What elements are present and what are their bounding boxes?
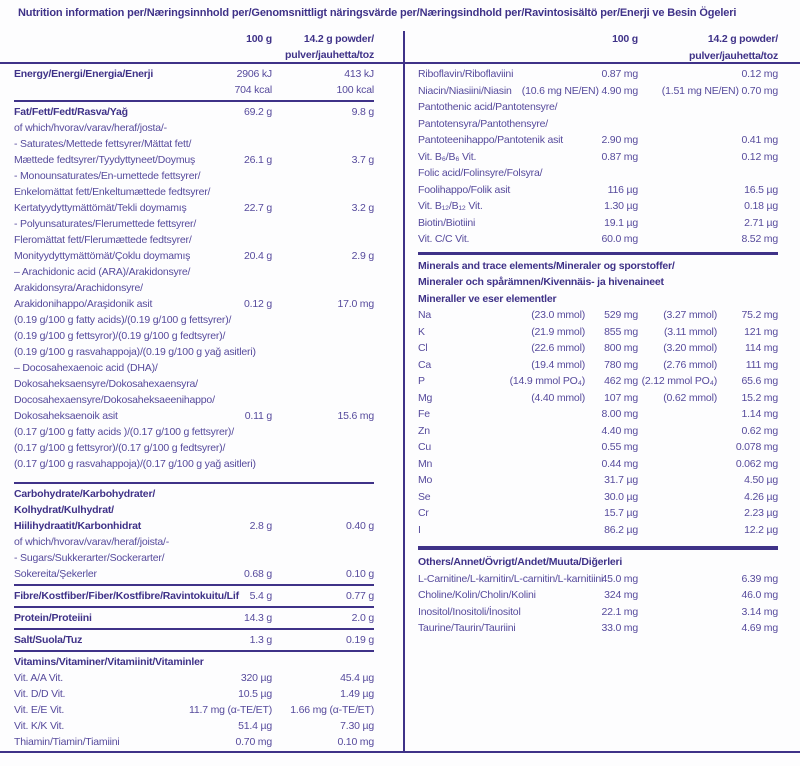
value-v1: 33.0 mg [601, 622, 638, 634]
value-v2: 4.26 µg [744, 490, 778, 503]
row-label: Dokosaheksaensyre/Dokosahexaensyra/ [14, 378, 198, 390]
value-v1: 69.2 g [244, 106, 272, 118]
fat-row [14, 344, 374, 360]
value-v2: 0.18 µg [744, 200, 778, 212]
value-v2: 0.062 mg [735, 457, 778, 470]
minerals-row [418, 291, 778, 308]
minerals-row [418, 390, 778, 407]
col-header-per-portion-left-line2: pulver/jauhetta/toz [285, 49, 374, 61]
row-label: Niacin/Niasiini/Niasin [418, 84, 512, 97]
value-v1: 0.44 mg [601, 457, 638, 470]
value-v1: 22.7 g [244, 202, 272, 214]
value-v1: 20.4 g [244, 250, 272, 262]
row-label: Foolihappo/Folik asit [418, 183, 511, 196]
value-m1: (19.4 mmol) [531, 358, 585, 371]
fat-row [14, 232, 374, 248]
row-label: - Polyunsaturates/Flerumettede fettsyrer/ [14, 218, 197, 230]
value-v1: 324 mg [604, 589, 638, 601]
energy-row [14, 82, 374, 98]
col-header-per-100g-right: 100 g [612, 33, 638, 45]
value-v1: 780 mg [604, 358, 638, 371]
fat-row [14, 152, 374, 168]
value-m2: (2.76 mmol) [663, 358, 717, 371]
value-v1: 529 mg [604, 309, 638, 321]
others-row [418, 587, 778, 604]
others-row [418, 604, 778, 621]
row-label: Vit. A/A Vit. [14, 672, 63, 684]
value-v1: 30.0 µg [604, 490, 638, 503]
value-v2: 0.62 mg [741, 424, 778, 437]
value-v1: 2906 kJ [236, 68, 272, 80]
value-v2: 0.19 g [346, 634, 374, 646]
row-label: Inositol/Inositoli/İnositol [418, 605, 521, 618]
row-label: L-Carnitine/L-karnitin/L-carnitin/L-karnitiini [418, 572, 604, 585]
col-header-per-portion-right-line1: 14.2 g powder/ [707, 33, 778, 45]
fat-row [14, 328, 374, 344]
energy-row [14, 66, 374, 82]
vitamins-continued-row [418, 116, 778, 133]
row-label: Choline/Kolin/Cholin/Kolini [418, 589, 536, 601]
right-column [405, 64, 800, 639]
row-label: Mg [418, 391, 433, 404]
row-label: Sokereita/Şekerler [14, 568, 97, 580]
row-label: - Sugars/Sukkerarter/Sockerarter/ [14, 552, 165, 564]
vitamins-row [14, 686, 374, 702]
value-v1: 5.4 g [249, 590, 272, 602]
fat-row [14, 168, 374, 184]
value-v1: 2.90 mg [601, 134, 638, 146]
value-v1: 51.4 µg [238, 720, 272, 732]
carbohydrate-row [14, 502, 374, 518]
minerals-row [418, 307, 778, 324]
value-v2: 2.23 µg [744, 507, 778, 519]
row-label: Dokosaheksaenoik asit [14, 410, 118, 422]
fat-row [14, 408, 374, 424]
value-v2: 12.2 µg [744, 523, 778, 536]
fat-row [14, 120, 374, 136]
row-label: of which/hvorav/varav/heraf/joista/- [14, 536, 170, 548]
section-salt [14, 630, 374, 652]
row-label: Vit. K/K Vit. [14, 720, 65, 732]
value-v1: 462 mg [604, 375, 638, 387]
value-m2: (0.62 mmol) [663, 391, 717, 404]
value-v1: 15.7 µg [604, 507, 638, 519]
value-v1: 1.3 g [249, 634, 272, 646]
left-column [0, 64, 403, 752]
value-v2: 121 mg [744, 325, 778, 338]
row-label: - Monounsaturates/En-umettede fettsyrer/ [14, 170, 201, 182]
row-label: Mn [418, 457, 433, 470]
value-m1: (14.9 mmol PO₄) [509, 375, 585, 387]
value-v1: 4.40 mg [601, 424, 638, 437]
row-label: Monityydyttymättömät/Çoklu doymamış [14, 250, 191, 262]
value-m1: (22.6 mmol) [531, 342, 585, 354]
header-line-1 [14, 31, 374, 47]
value-v2: 2.71 µg [744, 216, 778, 229]
value-v1: 320 µg [240, 672, 272, 684]
minerals-row [418, 522, 778, 539]
row-label: Carbohydrate/Karbohydrater/ [14, 488, 156, 500]
vitamins-row [14, 654, 374, 670]
fat-row [14, 392, 374, 408]
value-m2: (2.12 mmol PO₄) [641, 375, 717, 387]
row-label: Folic acid/Folinsyre/Folsyra/ [418, 167, 543, 179]
value-v2: 6.39 mg [741, 572, 778, 585]
row-label: Vit. C/C Vit. [418, 233, 470, 245]
row-label: Mineraller ve eser elementler [418, 292, 557, 305]
vitamins-continued-row [418, 182, 778, 199]
value-v2: 17.0 mg [337, 298, 374, 310]
value-v2: 45.4 µg [340, 672, 374, 684]
row-label: I [418, 523, 421, 536]
minerals-row [418, 373, 778, 390]
fat-row [14, 456, 374, 472]
left-column-headers [0, 31, 403, 62]
value-v1: 11.7 mg (α-TE/ET) [189, 704, 272, 716]
section-fibre [14, 586, 374, 608]
minerals-row [418, 258, 778, 275]
section-vitamins-continued [418, 64, 778, 255]
fat-row [14, 376, 374, 392]
section-fat [14, 102, 374, 484]
value-v1: (10.6 mg NE/EN) 4.90 mg [521, 84, 638, 97]
value-v2: 100 kcal [336, 84, 374, 96]
vitamins-continued-row [418, 198, 778, 215]
col-header-per-portion-left-line1: 14.2 g powder/ [303, 33, 374, 45]
row-label: Ca [418, 358, 432, 371]
value-m2: (3.20 mmol) [663, 342, 717, 354]
value-v2: 4.69 mg [741, 622, 778, 634]
row-label: Thiamin/Tiamin/Tiamiini [14, 736, 120, 748]
row-label: - Saturates/Mettede fettsyrer/Mättat fett/ [14, 138, 192, 150]
section-minerals [418, 255, 778, 551]
row-label: Arakidonsyra/Arachidonsyre/ [14, 282, 143, 294]
header-line-1 [418, 31, 778, 48]
value-v2: 0.12 mg [741, 150, 778, 163]
value-v1: 800 mg [604, 342, 638, 354]
value-v1: 45.0 mg [601, 572, 638, 585]
minerals-row [418, 423, 778, 440]
row-label: Energy/Energi/Energia/Enerji [14, 68, 154, 80]
value-m1: (21.9 mmol) [531, 325, 585, 338]
value-v1: 0.11 g [244, 410, 272, 422]
value-v2: 4.50 µg [744, 474, 778, 486]
minerals-row [418, 274, 778, 291]
row-label: – Docosahexaenoic acid (DHA)/ [14, 362, 158, 374]
col-header-per-portion-right-line2: pulver/jauhetta/toz [689, 49, 778, 62]
fat-row [14, 184, 374, 200]
fat-row [14, 296, 374, 312]
row-label: (0.19 g/100 g rasvahappoja)/(0.19 g/100 g yağ asitleri) [14, 346, 256, 358]
value-v1: 1.30 µg [604, 200, 638, 212]
value-v1: 0.70 mg [235, 736, 272, 748]
section-protein [14, 608, 374, 630]
minerals-row [418, 456, 778, 473]
fat-row [14, 424, 374, 440]
row-label: (0.19 g/100 g fatty acids)/(0.19 g/100 g fettsyrer)/ [14, 314, 232, 326]
protein-row [14, 610, 374, 626]
minerals-row [418, 340, 778, 357]
value-v1: 19.1 µg [604, 216, 638, 229]
value-v2: 413 kJ [344, 68, 374, 80]
fat-row [14, 360, 374, 376]
carbohydrate-row [14, 534, 374, 550]
value-v1: 14.3 g [244, 612, 272, 624]
minerals-row [418, 505, 778, 522]
section-others [418, 550, 778, 639]
carbohydrate-row [14, 566, 374, 582]
value-v1: 0.12 g [244, 298, 272, 310]
minerals-row [418, 439, 778, 456]
value-m1: (23.0 mmol) [531, 309, 585, 321]
value-v2: 0.078 mg [735, 441, 778, 453]
carbohydrate-row [14, 550, 374, 566]
value-v2: 0.10 g [346, 568, 374, 580]
fat-row [14, 264, 374, 280]
value-v2: 65.6 mg [741, 375, 778, 387]
row-label: (0.17 g/100 g fatty acids )/(0.17 g/100 g fettsyrer)/ [14, 426, 234, 438]
row-label: Se [418, 490, 431, 503]
value-v2: 1.14 mg [741, 408, 778, 420]
others-row [418, 571, 778, 588]
header-line-2 [14, 47, 374, 63]
minerals-row [418, 406, 778, 423]
vitamins-row [14, 670, 374, 686]
row-label: of which/hvorav/varav/heraf/josta/- [14, 122, 167, 134]
section-carbohydrate [14, 484, 374, 586]
value-v1: 8.00 mg [601, 408, 638, 420]
vitamins-row [14, 734, 374, 750]
vitamins-continued-row [418, 66, 778, 83]
value-v2: 114 mg [744, 342, 778, 354]
row-label: Vitamins/Vitaminer/Vitamiinit/Vitaminler [14, 656, 204, 668]
row-label: Enkelomättat fett/Enkeltumættede fedtsyrer/ [14, 186, 211, 198]
minerals-row [418, 324, 778, 341]
value-v2: 15.6 mg [337, 410, 374, 422]
fibre-row [14, 588, 374, 604]
row-label: Pantothenic acid/Pantotensyre/ [418, 101, 558, 113]
vitamins-continued-row [418, 132, 778, 149]
value-v2: 0.77 g [346, 590, 374, 602]
row-label: Hiilihydraatit/Karbonhidrat [14, 520, 142, 532]
row-label: Zn [418, 424, 430, 437]
minerals-row [418, 472, 778, 489]
carbohydrate-row [14, 518, 374, 534]
value-v2: 46.0 mg [741, 589, 778, 601]
vitamins-continued-row [418, 83, 778, 100]
row-label: Mættede fedtsyrer/Tyydyttyneet/Doymuş [14, 154, 196, 166]
value-v1: 0.87 mg [601, 150, 638, 163]
row-label: (0.19 g/100 g fettsyror)/(0.19 g/100 g fedtsyrer)/ [14, 330, 226, 342]
row-label: Riboflavin/Riboflaviini [418, 68, 514, 80]
fat-row [14, 248, 374, 264]
value-v1: 0.87 mg [601, 68, 638, 80]
row-label: Vit. D/D Vit. [14, 688, 66, 700]
row-label: (0.17 g/100 g fettsyror)/(0.17 g/100 g fedtsyrer)/ [14, 442, 226, 454]
row-label: (0.17 g/100 g rasvahappoja)/(0.17 g/100 g yağ asitleri) [14, 458, 256, 470]
fat-row [14, 280, 374, 296]
row-label: Cr [418, 507, 429, 519]
value-v1: 116 µg [607, 183, 638, 196]
section-energy [14, 64, 374, 102]
fat-row [14, 312, 374, 328]
row-label: Kertatyydyttymättömät/Tekli doymamış [14, 202, 187, 214]
value-v2: 1.66 mg (α-TE/ET) [290, 704, 374, 716]
value-v2: (1.51 mg NE/EN) 0.70 mg [661, 84, 778, 97]
value-v1: 86.2 µg [604, 523, 638, 536]
row-label: Minerals and trace elements/Mineraler og sporstoffer/ [418, 259, 675, 272]
vitamins-continued-row [418, 149, 778, 166]
row-label: Salt/Suola/Tuz [14, 634, 83, 646]
value-v1: 31.7 µg [604, 474, 638, 486]
row-label: Biotin/Biotiini [418, 216, 476, 229]
panel-title: Nutrition information per/Næringsinnhold per/Genomsnittligt näringsvärde per/Næringsindhold per/Ravintosisältö per/Enerji ve Besin Ögeleri [18, 7, 737, 19]
col-header-per-100g-left: 100 g [246, 33, 272, 45]
value-v1: 107 mg [604, 391, 638, 404]
row-label: Mo [418, 474, 433, 486]
minerals-row [418, 489, 778, 506]
row-label: Others/Annet/Övrigt/Andet/Muuta/Diğerleri [418, 556, 623, 568]
row-label: Vit. E/E Vit. [14, 704, 65, 716]
others-row [418, 554, 778, 571]
row-label: Fleromättat fett/Flerumættede fedtsyrer/ [14, 234, 192, 246]
carbohydrate-row [14, 486, 374, 502]
value-v2: 0.12 mg [741, 68, 778, 80]
fat-row [14, 440, 374, 456]
row-label: Kolhydrat/Kulhydrat/ [14, 504, 114, 516]
fat-row [14, 216, 374, 232]
row-label: K [418, 325, 425, 338]
vitamins-continued-row [418, 215, 778, 232]
value-v2: 75.2 mg [741, 309, 778, 321]
value-v1: 22.1 mg [601, 605, 638, 618]
row-label: Cu [418, 441, 432, 453]
row-label: Pantotensyra/Pantothensyre/ [418, 117, 549, 130]
value-v2: 8.52 mg [741, 233, 778, 245]
row-label: Vit. B₁₂/B₁₂ Vit. [418, 200, 483, 212]
row-label: – Arachidonic acid (ARA)/Arakidonsyre/ [14, 266, 191, 278]
value-v2: 2.9 g [351, 250, 374, 262]
right-column-headers [405, 31, 800, 62]
value-v1: 0.68 g [244, 568, 272, 580]
row-label: Mineraler och spårämnen/Kivennäis- ja hivenaineet [418, 276, 664, 288]
value-v1: 855 mg [604, 325, 638, 338]
value-v2: 0.40 g [346, 520, 374, 532]
value-v2: 0.41 mg [741, 134, 778, 146]
value-v2: 1.49 µg [340, 688, 374, 700]
value-v2: 3.14 mg [741, 605, 778, 618]
others-row [418, 620, 778, 637]
vitamins-continued-row [418, 99, 778, 116]
value-v1: 704 kcal [234, 84, 272, 96]
value-v1: 26.1 g [244, 154, 272, 166]
row-label: Fibre/Kostfiber/Fiber/Kostfibre/Ravintokuitu/Lif [14, 590, 239, 602]
value-v1: 10.5 µg [238, 688, 272, 700]
vitamins-continued-row [418, 231, 778, 248]
row-label: Pantoteenihappo/Pantotenik asit [418, 134, 563, 146]
vitamins-row [14, 702, 374, 718]
value-v2: 16.5 µg [744, 183, 778, 196]
row-label: Taurine/Taurin/Tauriini [418, 622, 516, 634]
row-label: P [418, 375, 425, 387]
fat-row [14, 200, 374, 216]
row-label: Fat/Fett/Fedt/Rasva/Yağ [14, 106, 128, 118]
value-v2: 111 mg [745, 358, 778, 371]
value-v2: 3.7 g [351, 154, 374, 166]
vitamins-continued-row [418, 165, 778, 182]
value-m1: (4.40 mmol) [531, 391, 585, 404]
row-label: Cl [418, 342, 428, 354]
value-v2: 3.2 g [351, 202, 374, 214]
row-label: Fe [418, 408, 430, 420]
row-label: Protein/Proteiini [14, 612, 92, 624]
vitamins-row [14, 718, 374, 734]
value-v2: 0.10 mg [337, 736, 374, 748]
value-v1: 0.55 mg [601, 441, 638, 453]
value-m2: (3.11 mmol) [663, 325, 717, 338]
row-label: Vit. B₆/B₆ Vit. [418, 150, 477, 163]
salt-row [14, 632, 374, 648]
value-m2: (3.27 mmol) [663, 309, 717, 321]
value-v2: 7.30 µg [340, 720, 374, 732]
value-v2: 9.8 g [351, 106, 374, 118]
section-vitamins [14, 652, 374, 752]
minerals-row [418, 357, 778, 374]
fat-row [14, 104, 374, 120]
value-v1: 60.0 mg [601, 233, 638, 245]
value-v2: 2.0 g [351, 612, 374, 624]
value-v1: 2.8 g [249, 520, 272, 532]
row-label: Docosahexaensyre/Dokosaheksaeenihappo/ [14, 394, 215, 406]
row-label: Arakidonihappo/Araşidonik asit [14, 298, 153, 310]
value-v2: 15.2 mg [741, 391, 778, 404]
fat-row [14, 136, 374, 152]
row-label: Na [418, 309, 432, 321]
